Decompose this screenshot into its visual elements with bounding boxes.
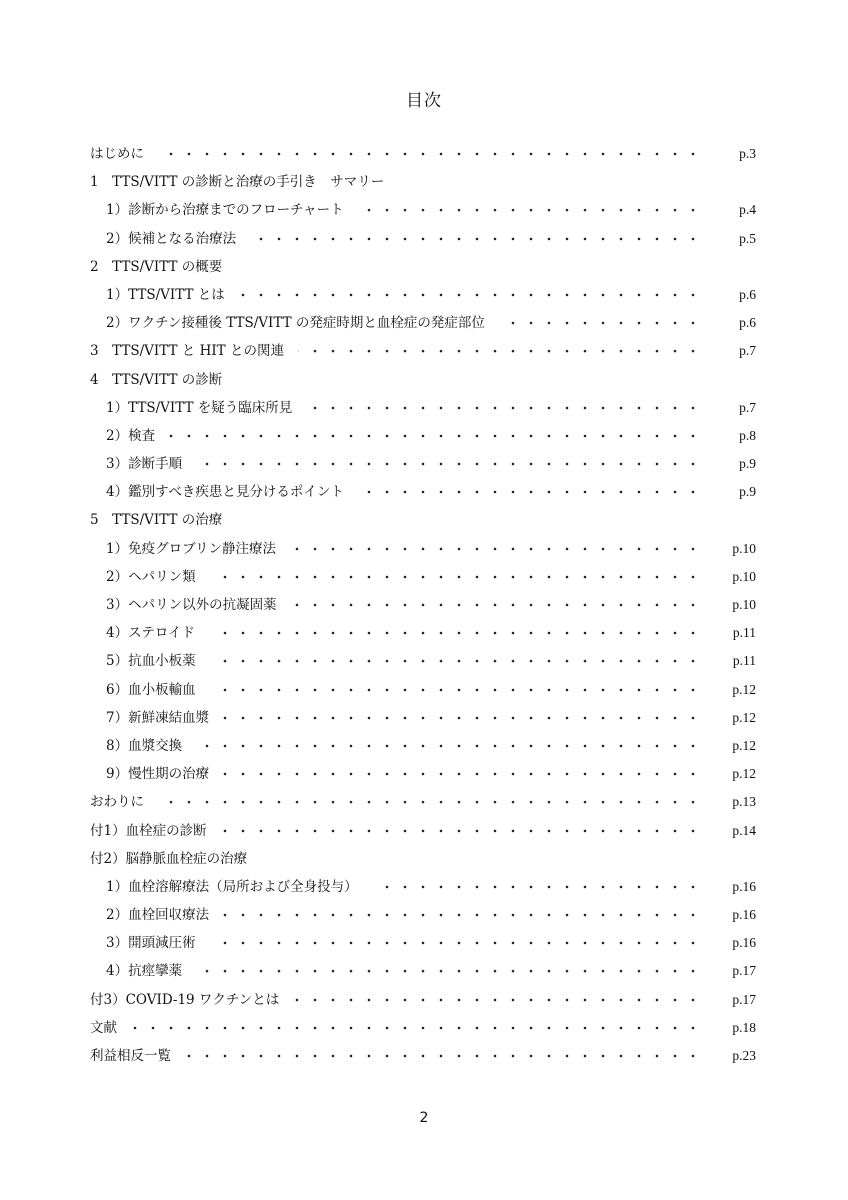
- toc-entry-page: p.7: [739, 343, 756, 359]
- toc-leader-dots: [223, 901, 702, 929]
- toc-leader-dots: [298, 337, 702, 365]
- toc-entry-title: 5 TTS/VITT の治療: [90, 512, 223, 529]
- toc-entry-title: 5）抗血小板薬: [106, 653, 196, 670]
- toc-entry-page: p.12: [732, 766, 756, 782]
- toc-leader-dots: [358, 478, 702, 506]
- toc-leader-dots: [210, 647, 702, 675]
- toc-entry-page: p.16: [732, 907, 756, 923]
- toc-leader-dots: [291, 591, 702, 619]
- table-of-contents: [90, 140, 756, 1070]
- toc-entry: [90, 535, 756, 563]
- toc-entry-title: 1）TTS/VITT を疑う臨床所見: [106, 399, 293, 416]
- toc-entry-page: p.10: [732, 568, 756, 584]
- toc-leader-dots: [196, 732, 702, 760]
- toc-entry: [90, 506, 756, 534]
- toc-entry-title: 2）血栓回収療法: [106, 907, 210, 924]
- toc-entry: [90, 619, 756, 647]
- toc-leader-dots: [210, 929, 702, 957]
- page-title: 目次: [406, 91, 442, 111]
- toc-entry: [90, 478, 756, 506]
- toc-entry-page: p.17: [732, 991, 756, 1007]
- toc-entry-page: p.16: [732, 935, 756, 951]
- toc-leader-dots: [306, 394, 702, 422]
- toc-entry-title: 3 TTS/VITT と HIT との関連: [90, 343, 284, 360]
- toc-entry-title: おわりに: [90, 794, 144, 811]
- toc-entry: [90, 168, 756, 196]
- toc-entry: [90, 732, 756, 760]
- toc-entry: [90, 845, 756, 873]
- toc-entry-page: p.12: [732, 681, 756, 697]
- toc-entry-page: p.23: [732, 1048, 756, 1063]
- toc-leader-dots: [169, 422, 702, 450]
- toc-entry-title: 利益相反一覧: [90, 1048, 171, 1064]
- toc-entry-page: p.11: [732, 625, 756, 641]
- toc-entry-title: 4）抗痙攣薬: [106, 963, 183, 980]
- toc-entry-page: p.13: [732, 794, 756, 810]
- toc-entry-title: 1）免疫グロブリン静注療法: [106, 540, 277, 557]
- toc-entry: [90, 1014, 756, 1042]
- toc-leader-dots: [131, 1014, 702, 1042]
- toc-entry-title: 付1）血栓症の診断: [90, 822, 207, 839]
- toc-entry-title: 3）開頭減圧術: [106, 935, 196, 952]
- toc-entry-page: p.9: [739, 484, 756, 500]
- toc-entry: [90, 901, 756, 929]
- toc-entry-title: 1）TTS/VITT とは: [106, 286, 225, 303]
- toc-entry: [90, 1042, 756, 1070]
- toc-leader-dots: [158, 140, 702, 168]
- toc-leader-dots: [209, 619, 702, 647]
- toc-entry: [90, 986, 756, 1014]
- toc-entry: [90, 196, 756, 224]
- toc-entry: [90, 422, 756, 450]
- toc-entry-page: p.9: [739, 456, 756, 472]
- toc-entry-page: p.12: [732, 709, 756, 725]
- toc-entry-page: p.6: [739, 286, 756, 302]
- toc-entry-page: p.17: [732, 963, 756, 979]
- toc-entry: [90, 873, 756, 901]
- toc-entry-title: 4）鑑別すべき疾患と見分けるポイント: [106, 484, 344, 501]
- toc-leader-dots: [196, 450, 702, 478]
- toc-entry-title: 4）ステロイド: [106, 625, 195, 642]
- toc-entry: [90, 647, 756, 675]
- toc-entry: [90, 591, 756, 619]
- toc-leader-dots: [210, 676, 702, 704]
- toc-entry-page: p.8: [739, 427, 756, 443]
- toc-leader-dots: [499, 309, 702, 337]
- toc-entry: [90, 366, 756, 394]
- toc-entry-title: 9）慢性期の治療: [106, 766, 210, 783]
- toc-entry-title: 1）血栓溶解療法（局所および全身投与）: [106, 878, 358, 895]
- toc-entry-page: p.11: [732, 653, 756, 669]
- toc-leader-dots: [221, 817, 702, 845]
- page-number: 2: [419, 1110, 429, 1126]
- toc-entry-title: 2）ワクチン接種後 TTS/VITT の発症時期と血栓症の発症部位: [106, 315, 485, 332]
- toc-entry: [90, 309, 756, 337]
- toc-entry: [90, 253, 756, 281]
- toc-entry: [90, 929, 756, 957]
- toc-entry-title: 文献: [90, 1019, 117, 1036]
- toc-entry: [90, 394, 756, 422]
- toc-entry-title: 3）ヘパリン以外の抗凝固薬: [106, 597, 277, 613]
- toc-leader-dots: [210, 563, 702, 591]
- toc-leader-dots: [185, 1042, 702, 1070]
- toc-entry-page: p.14: [732, 822, 756, 838]
- toc-entry-page: p.16: [732, 878, 756, 894]
- toc-entry-page: p.18: [732, 1019, 756, 1035]
- toc-leader-dots: [158, 788, 702, 816]
- toc-entry-title: 2）ヘパリン類: [106, 568, 196, 585]
- toc-entry-title: はじめに: [90, 146, 144, 162]
- toc-entry-title: 7）新鮮凍結血漿: [106, 709, 210, 726]
- toc-entry-title: 2 TTS/VITT の概要: [90, 258, 223, 275]
- toc-entry-title: 付3）COVID-19 ワクチンとは: [90, 991, 280, 1008]
- toc-entry: [90, 140, 756, 168]
- toc-entry: [90, 563, 756, 591]
- toc-entry-page: p.5: [739, 230, 756, 246]
- toc-entry-page: p.6: [739, 315, 756, 331]
- toc-entry-title: 4 TTS/VITT の診断: [90, 371, 223, 388]
- toc-leader-dots: [196, 957, 702, 985]
- toc-leader-dots: [358, 196, 702, 224]
- toc-entry-title: 6）血小板輸血: [106, 681, 196, 698]
- toc-entry-title: 8）血漿交換: [106, 737, 183, 754]
- toc-entry-title: 1 TTS/VITT の診断と治療の手引き サマリー: [90, 174, 385, 191]
- toc-entry-title: 3）診断手順: [106, 456, 183, 473]
- toc-entry: [90, 760, 756, 788]
- toc-entry-title: 2）候補となる治療法: [106, 230, 237, 247]
- toc-entry-page: p.10: [732, 540, 756, 556]
- toc-entry: [90, 788, 756, 816]
- toc-entry: [90, 450, 756, 478]
- toc-leader-dots: [290, 535, 702, 563]
- toc-entry-page: p.7: [739, 399, 756, 415]
- toc-entry-page: p.3: [739, 146, 756, 161]
- toc-entry: [90, 704, 756, 732]
- toc-leader-dots: [293, 986, 702, 1014]
- toc-entry-title: 2）検査: [106, 427, 156, 444]
- toc-entry: [90, 225, 756, 253]
- toc-entry: [90, 817, 756, 845]
- toc-leader-dots: [223, 760, 702, 788]
- toc-entry-title: 付2）脳静脈血栓症の治療: [90, 850, 248, 867]
- toc-entry: [90, 676, 756, 704]
- toc-entry: [90, 337, 756, 365]
- toc-entry: [90, 957, 756, 985]
- toc-leader-dots: [239, 281, 702, 309]
- toc-leader-dots: [372, 873, 702, 901]
- toc-entry-page: p.10: [732, 597, 756, 612]
- toc-entry-page: p.12: [732, 737, 756, 753]
- toc-entry: [90, 281, 756, 309]
- toc-entry-page: p.4: [739, 202, 756, 218]
- toc-leader-dots: [223, 704, 702, 732]
- toc-leader-dots: [250, 225, 702, 253]
- toc-entry-title: 1）診断から治療までのフローチャート: [106, 202, 344, 219]
